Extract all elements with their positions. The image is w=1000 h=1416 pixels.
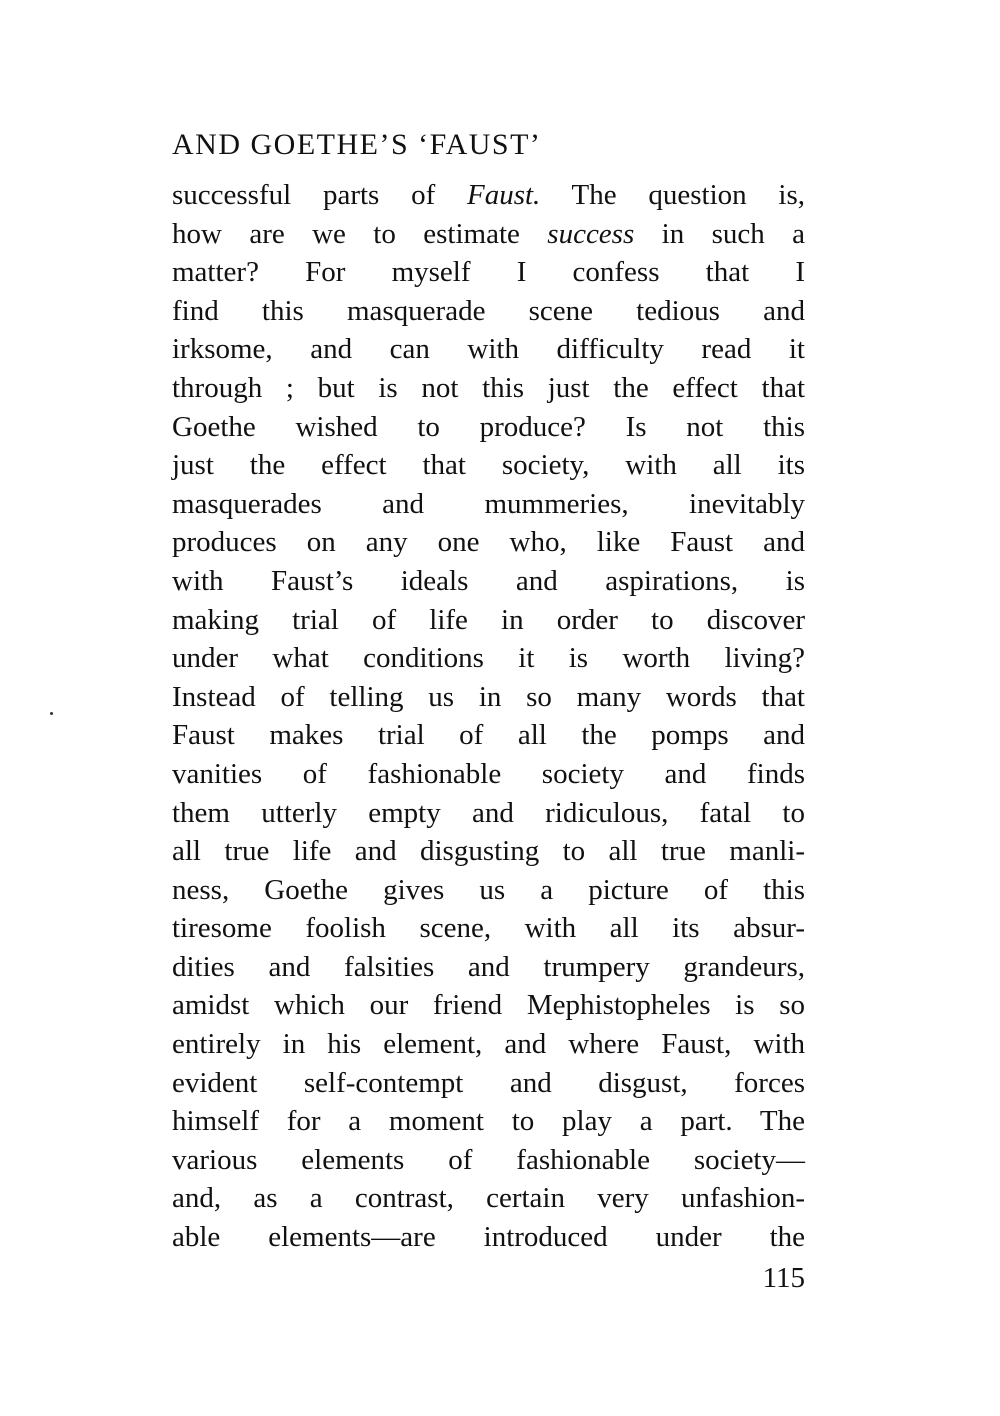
text-line bbox=[172, 408, 805, 447]
text-line bbox=[172, 1141, 805, 1180]
text-line bbox=[172, 678, 805, 717]
text-segment: produces on any one who, like Faust and bbox=[172, 526, 805, 559]
text-line bbox=[172, 1218, 805, 1257]
text-line bbox=[172, 176, 805, 215]
text-segment: masquerades and mummeries, inevitably bbox=[172, 487, 805, 520]
text-line bbox=[172, 794, 805, 833]
italic-text: Faust. bbox=[466, 179, 541, 211]
text-segment: in such a bbox=[634, 217, 806, 250]
text-line bbox=[172, 948, 805, 987]
text-segment: The question is, bbox=[540, 179, 805, 211]
text-segment: just the effect that society, with all its bbox=[172, 449, 805, 482]
text-segment: all true life and disgusting to all true manli- bbox=[172, 835, 805, 868]
text-line bbox=[172, 639, 805, 678]
body-text bbox=[172, 176, 805, 1257]
text-line bbox=[172, 601, 805, 640]
text-segment: matter? For myself I confess that I bbox=[172, 256, 805, 289]
text-segment: able elements—are introduced under the bbox=[172, 1221, 805, 1254]
text-line bbox=[172, 1102, 805, 1141]
text-segment: himself for a moment to play a part. The bbox=[172, 1105, 805, 1138]
text-line bbox=[172, 485, 805, 524]
text-line bbox=[172, 909, 805, 948]
text-line bbox=[172, 755, 805, 794]
italic-text: success bbox=[547, 217, 635, 250]
text-segment: various elements of fashionable society— bbox=[172, 1143, 805, 1176]
text-segment: making trial of life in order to discover bbox=[172, 603, 805, 636]
page-number: 115 bbox=[762, 1262, 805, 1294]
running-header: AND GOETHE’S ‘FAUST’ bbox=[172, 128, 542, 161]
text-segment: amidst which our friend Mephistopheles is so bbox=[172, 989, 805, 1022]
text-line bbox=[172, 1064, 805, 1103]
text-segment: with Faust’s ideals and aspirations, is bbox=[172, 564, 805, 597]
text-line bbox=[172, 330, 805, 369]
text-line bbox=[172, 832, 805, 871]
text-segment: Goethe wished to produce? Is not this bbox=[172, 410, 805, 443]
text-line bbox=[172, 446, 805, 485]
text-segment: ness, Goethe gives us a picture of this bbox=[172, 873, 805, 906]
text-line bbox=[172, 562, 805, 601]
text-segment: entirely in his element, and where Faust, with bbox=[172, 1028, 805, 1061]
text-segment: under what conditions it is worth living? bbox=[172, 642, 805, 675]
text-line bbox=[172, 871, 805, 910]
text-line bbox=[172, 215, 805, 254]
text-segment: evident self-contempt and disgust, forces bbox=[172, 1066, 805, 1099]
text-segment: tiresome foolish scene, with all its absur- bbox=[172, 912, 805, 945]
text-segment: Instead of telling us in so many words that bbox=[172, 680, 805, 713]
text-line bbox=[172, 986, 805, 1025]
text-segment: irksome, and can with difficulty read it bbox=[172, 333, 805, 366]
text-segment: how are we to estimate bbox=[172, 217, 548, 250]
text-line bbox=[172, 292, 805, 331]
text-segment: successful parts of bbox=[172, 179, 467, 211]
text-line bbox=[172, 253, 805, 292]
text-segment: dities and falsities and trumpery grandeurs, bbox=[172, 950, 805, 983]
text-line bbox=[172, 1179, 805, 1218]
text-segment: them utterly empty and ridiculous, fatal to bbox=[172, 796, 805, 829]
text-segment: vanities of fashionable society and finds bbox=[172, 757, 805, 790]
text-line bbox=[172, 523, 805, 562]
text-segment: and, as a contrast, certain very unfashion- bbox=[172, 1182, 805, 1215]
text-segment: Faust makes trial of all the pomps and bbox=[172, 719, 805, 752]
scan-speck bbox=[50, 712, 53, 715]
text-line bbox=[172, 716, 805, 755]
text-line bbox=[172, 1025, 805, 1064]
text-segment: find this masquerade scene tedious and bbox=[172, 294, 805, 327]
text-line bbox=[172, 369, 805, 408]
text-segment: through ; but is not this just the effect that bbox=[172, 371, 805, 404]
